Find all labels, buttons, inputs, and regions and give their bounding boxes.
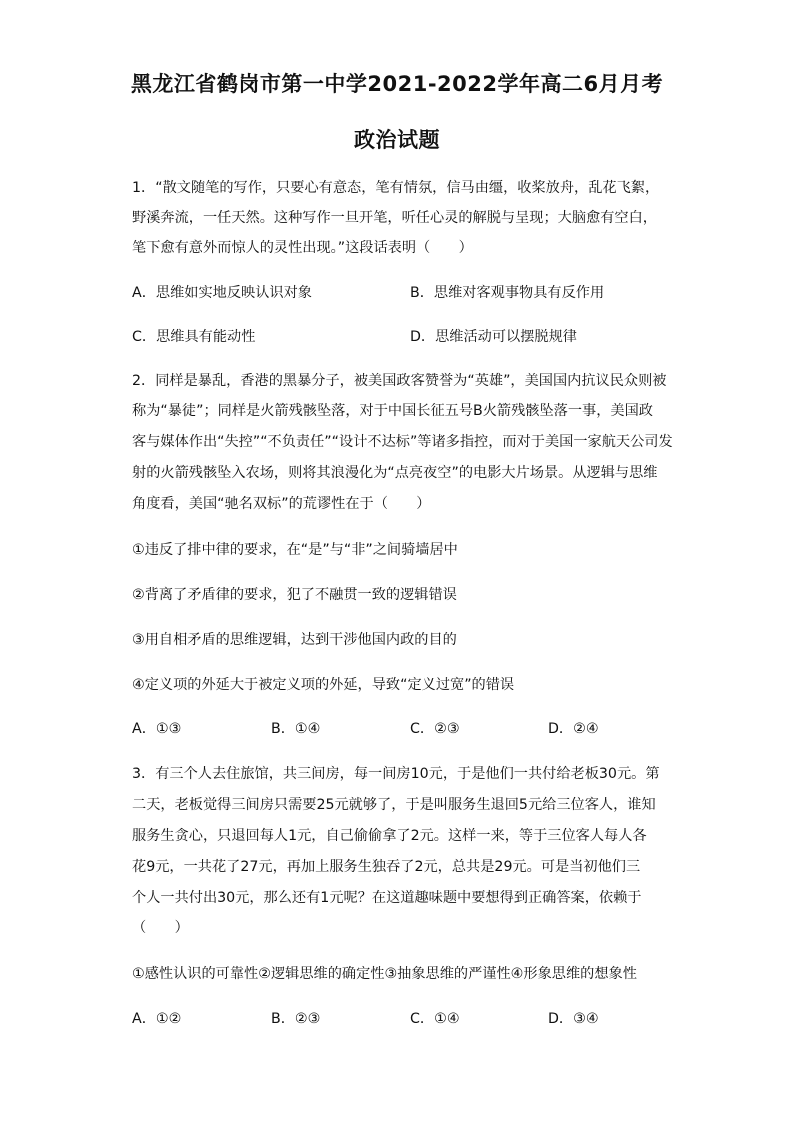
q2-text-line: 称为“暴徒”；同样是火箭残骸坠落，对于中国长征五号B火箭残骸坠落一事，美国政 (132, 403, 653, 419)
q3-text-line: 个人一共付出30元，那么还有1元呢？在这道趣味题中要想得到正确答案，依赖于 (132, 890, 642, 906)
q1-option-d: D．思维活动可以摆脱规律 (410, 329, 577, 345)
q3-option-a: A．①② (132, 1011, 182, 1027)
q2-statement-3: ③用自相矛盾的思维逻辑，达到干涉他国内政的目的 (132, 632, 457, 648)
q1-text-line: 笔下愈有意外而惊人的灵性出现。”这段话表明（ ） (132, 240, 473, 256)
q2-option-c: C．②③ (410, 721, 460, 737)
exam-title: 黑龙江省鹤岗市第一中学2021-2022学年高二6月月考 (130, 72, 664, 96)
q1-option-c: C．思维具有能动性 (132, 329, 256, 345)
q2-text-line: 客与媒体作出“失控”“不负责任”“设计不达标”等诸多指控，而对于美国一家航天公司发 (132, 434, 673, 450)
exam-subtitle: 政治试题 (354, 128, 440, 152)
q2-text-line: 角度看，美国“驰名双标”的荒谬性在于（ ） (132, 496, 431, 512)
q2-statement-2: ②背离了矛盾律的要求，犯了不融贯一致的逻辑错误 (132, 587, 457, 603)
q3-statements: ①感性认识的可靠性②逻辑思维的确定性③抽象思维的严谨性④形象思维的想象性 (132, 966, 637, 982)
q1-text-line: 1．“散文随笔的写作，只要心有意态，笔有情氛，信马由缰，收桨放舟，乱花飞絮， (132, 180, 660, 196)
q1-text-line: 野溪奔流，一任天然。这种写作一旦开笔，听任心灵的解脱与呈现；大脑愈有空白， (132, 210, 657, 226)
q3-option-c: C．①④ (410, 1011, 460, 1027)
q3-text-line: （ ） (132, 920, 189, 936)
q3-text-line: 服务生贪心，只退回每人1元，自己偷偷拿了2元。这样一来，等于三位客人每人各 (132, 828, 647, 844)
q2-statement-4: ④定义项的外延大于被定义项的外延，导致“定义过宽”的错误 (132, 677, 515, 693)
q2-text-line: 射的火箭残骸坠入农场，则将其浪漫化为“点亮夜空”的电影大片场景。从逻辑与思维 (132, 465, 658, 481)
q2-option-d: D．②④ (548, 721, 599, 737)
q2-statement-1: ①违反了排中律的要求，在“是”与“非”之间骑墙居中 (132, 542, 458, 558)
q1-option-a: A．思维如实地反映认识对象 (132, 285, 312, 301)
q3-option-b: B．②③ (271, 1011, 321, 1027)
q1-option-b: B．思维对客观事物具有反作用 (410, 285, 605, 301)
q2-option-a: A．①③ (132, 721, 182, 737)
q3-text-line: 二天，老板觉得三间房只需要25元就够了，于是叫服务生退回5元给三位客人，谁知 (132, 797, 656, 813)
q2-option-b: B．①④ (271, 721, 321, 737)
q2-text-line: 2．同样是暴乱，香港的黑暴分子，被美国政客赞誉为“英雄”，美国国内抗议民众则被 (132, 373, 667, 389)
q3-text-line: 3．有三个人去住旅馆，共三间房，每一间房10元，于是他们一共付给老板30元。第 (132, 766, 660, 782)
q3-option-d: D．③④ (548, 1011, 599, 1027)
q3-text-line: 花9元，一共花了27元，再加上服务生独吞了2元，总共是29元。可是当初他们三 (132, 859, 641, 875)
